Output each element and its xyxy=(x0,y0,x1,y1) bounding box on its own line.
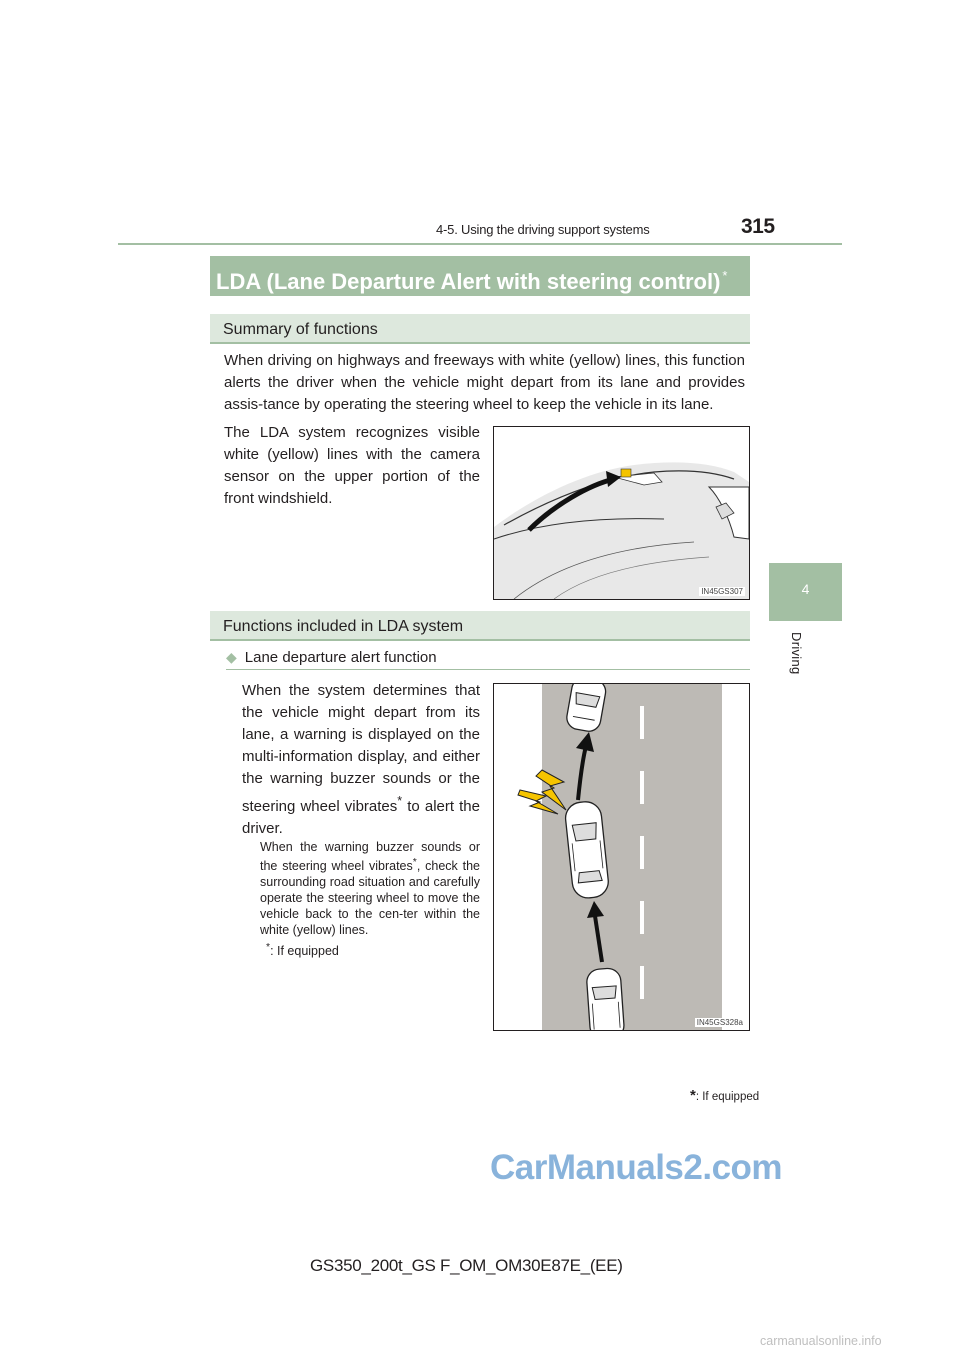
section-title-mark: * xyxy=(722,268,728,283)
section-title-text: LDA (Lane Departure Alert with steering control) xyxy=(216,269,721,294)
function-description-mark: * xyxy=(397,794,403,808)
figure-code: IN45GS328a xyxy=(696,1018,743,1027)
page-footnote-text: : If equipped xyxy=(695,1091,760,1103)
section-header: 4-5. Using the driving support systems xyxy=(436,222,650,237)
note-footnote xyxy=(266,940,339,959)
page-footnote-mark: * xyxy=(690,1087,696,1104)
function-item-title: Lane departure alert function xyxy=(244,649,437,666)
section-title xyxy=(210,256,750,296)
figure-code: IN45GS307 xyxy=(701,587,743,596)
page-footnote xyxy=(690,1087,759,1104)
warning-note-mark: * xyxy=(412,857,417,868)
chapter-tab: 4 xyxy=(769,563,842,621)
warning-note xyxy=(260,839,480,938)
header-rule xyxy=(118,243,842,245)
car-bottom-icon xyxy=(586,968,625,1030)
warning-note-main: When the warning buzzer sounds or the steering wheel vibrates xyxy=(260,840,480,874)
functions-heading: Functions included in LDA system xyxy=(210,611,750,641)
site-watermark: carmanualsonline.info xyxy=(760,1334,882,1348)
windshield-camera-illustration xyxy=(494,427,749,599)
chapter-label: Driving xyxy=(789,632,804,675)
note-footnote-text: : If equipped xyxy=(270,944,339,959)
camera-sensor-icon xyxy=(621,469,631,477)
summary-paragraph: When driving on highways and freeways with white (yellow) lines, this function alerts the driver when the vehicle might depart from its lane and provides assis-tance by operating the steering wheel to keep the vehicle in its lane. xyxy=(224,352,745,413)
model-id: GS350_200t_GS F_OM_OM30E87E_(EE) xyxy=(310,1256,623,1275)
camera-paragraph: The LDA system recognizes visible white (yellow) lines with the camera sensor on the upper portion of the front windshield. xyxy=(224,424,480,507)
diamond-bullet-icon: ◆ xyxy=(226,649,237,665)
watermark-logo: CarManuals2.com xyxy=(490,1148,783,1187)
page-number: 315 xyxy=(741,215,775,238)
lane-departure-illustration xyxy=(494,684,749,1030)
note-footnote-mark: * xyxy=(266,942,271,953)
function-description-main: When the system determines that the vehicle might depart from its lane, a warning is displayed on the multi-information display, and either the warning buzzer sounds or the steering wheel vibrates xyxy=(242,682,480,815)
windshield-camera-figure xyxy=(493,426,750,600)
function-item-heading xyxy=(226,645,750,670)
lane-departure-figure xyxy=(493,683,750,1031)
function-description-end: to alert the driver. xyxy=(242,798,480,837)
function-description xyxy=(242,680,480,840)
summary-heading: Summary of functions xyxy=(210,314,750,344)
warning-note-end: , check the surrounding road situation and carefully operate the steering wheel to move the vehicle back to the cen-ter within the white (yellow) lines. xyxy=(260,859,480,938)
